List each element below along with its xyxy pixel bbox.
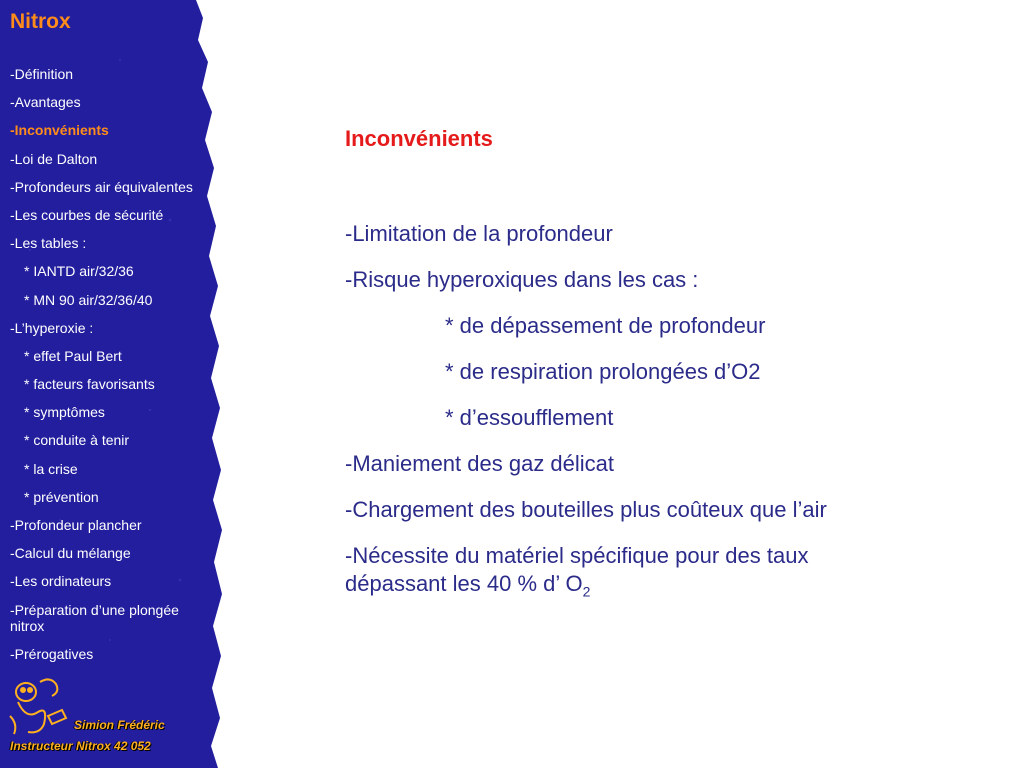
nav-item-loi-de-dalton[interactable]: -Loi de Dalton [10, 150, 98, 167]
slide-heading: Inconvénients [345, 126, 493, 151]
nav-item-hyperoxie[interactable]: -L’hyperoxie : [10, 319, 94, 336]
credit-role: Instructeur Nitrox 42 052 [10, 739, 151, 753]
sub-bullet-depassement: * de dépassement de profondeur [445, 313, 766, 338]
nav-item-prevention[interactable]: * prévention [24, 488, 99, 505]
nav-item-definition[interactable]: -Définition [10, 66, 74, 82]
nav-item-courbes-securite[interactable]: -Les courbes de sécurité [10, 206, 164, 223]
nav-item-preparation-line2: nitrox [10, 617, 45, 634]
nav-item-effet-paul-bert[interactable]: * effet Paul Bert [24, 347, 122, 364]
nav-item-prerogatives[interactable]: -Prérogatives [10, 645, 94, 662]
nav-item-iantd[interactable]: * IANTD air/32/36 [24, 263, 134, 280]
sidebar-nav [10, 66, 215, 674]
sidebar-title: Nitrox [10, 10, 71, 33]
nav-item-preparation[interactable] [10, 602, 215, 646]
nav-item-avantages[interactable]: -Avantages [10, 94, 81, 111]
nav-item-mn90[interactable]: * MN 90 air/32/36/40 [24, 291, 153, 308]
sub-bullet-essoufflement: * d’essoufflement [445, 405, 614, 430]
credit-name: Simion Frédéric [74, 718, 165, 732]
oxygen-subscript: 2 [582, 583, 591, 600]
nav-item-inconvenients[interactable]: -Inconvénients [10, 122, 109, 139]
sub-bullet-respiration: * de respiration prolongées d’O2 [445, 359, 761, 384]
diver-mascot-icon [4, 672, 74, 742]
bullet-risque: -Risque hyperoxiques dans les cas : [345, 267, 699, 292]
nav-item-crise[interactable]: * la crise [24, 460, 78, 477]
sidebar [0, 0, 225, 768]
bullet-materiel-text: -Nécessite du matériel spécifique pour des taux dépassant les 40 % d’ O [345, 543, 809, 596]
nav-item-preparation-line1: -Préparation d’une plongée [10, 601, 179, 618]
bullet-materiel [345, 542, 905, 605]
nav-item-calcul-melange[interactable]: -Calcul du mélange [10, 545, 131, 562]
nav-item-symptomes[interactable]: * symptômes [24, 404, 105, 421]
nav-item-ordinateurs[interactable]: -Les ordinateurs [10, 573, 112, 590]
bullet-maniement: -Maniement des gaz délicat [345, 451, 615, 476]
bullet-limitation: -Limitation de la profondeur [345, 221, 613, 246]
nav-item-profondeurs-air[interactable]: -Profondeurs air équivalentes [10, 178, 193, 195]
nav-item-conduite[interactable]: * conduite à tenir [24, 432, 130, 449]
nav-item-facteurs[interactable]: * facteurs favorisants [24, 376, 155, 393]
slide-content [345, 126, 905, 623]
nav-item-profondeur-plancher[interactable]: -Profondeur plancher [10, 517, 142, 533]
nav-item-tables[interactable]: -Les tables : [10, 235, 87, 252]
bullet-chargement: -Chargement des bouteilles plus coûteux que l’air [345, 497, 827, 522]
